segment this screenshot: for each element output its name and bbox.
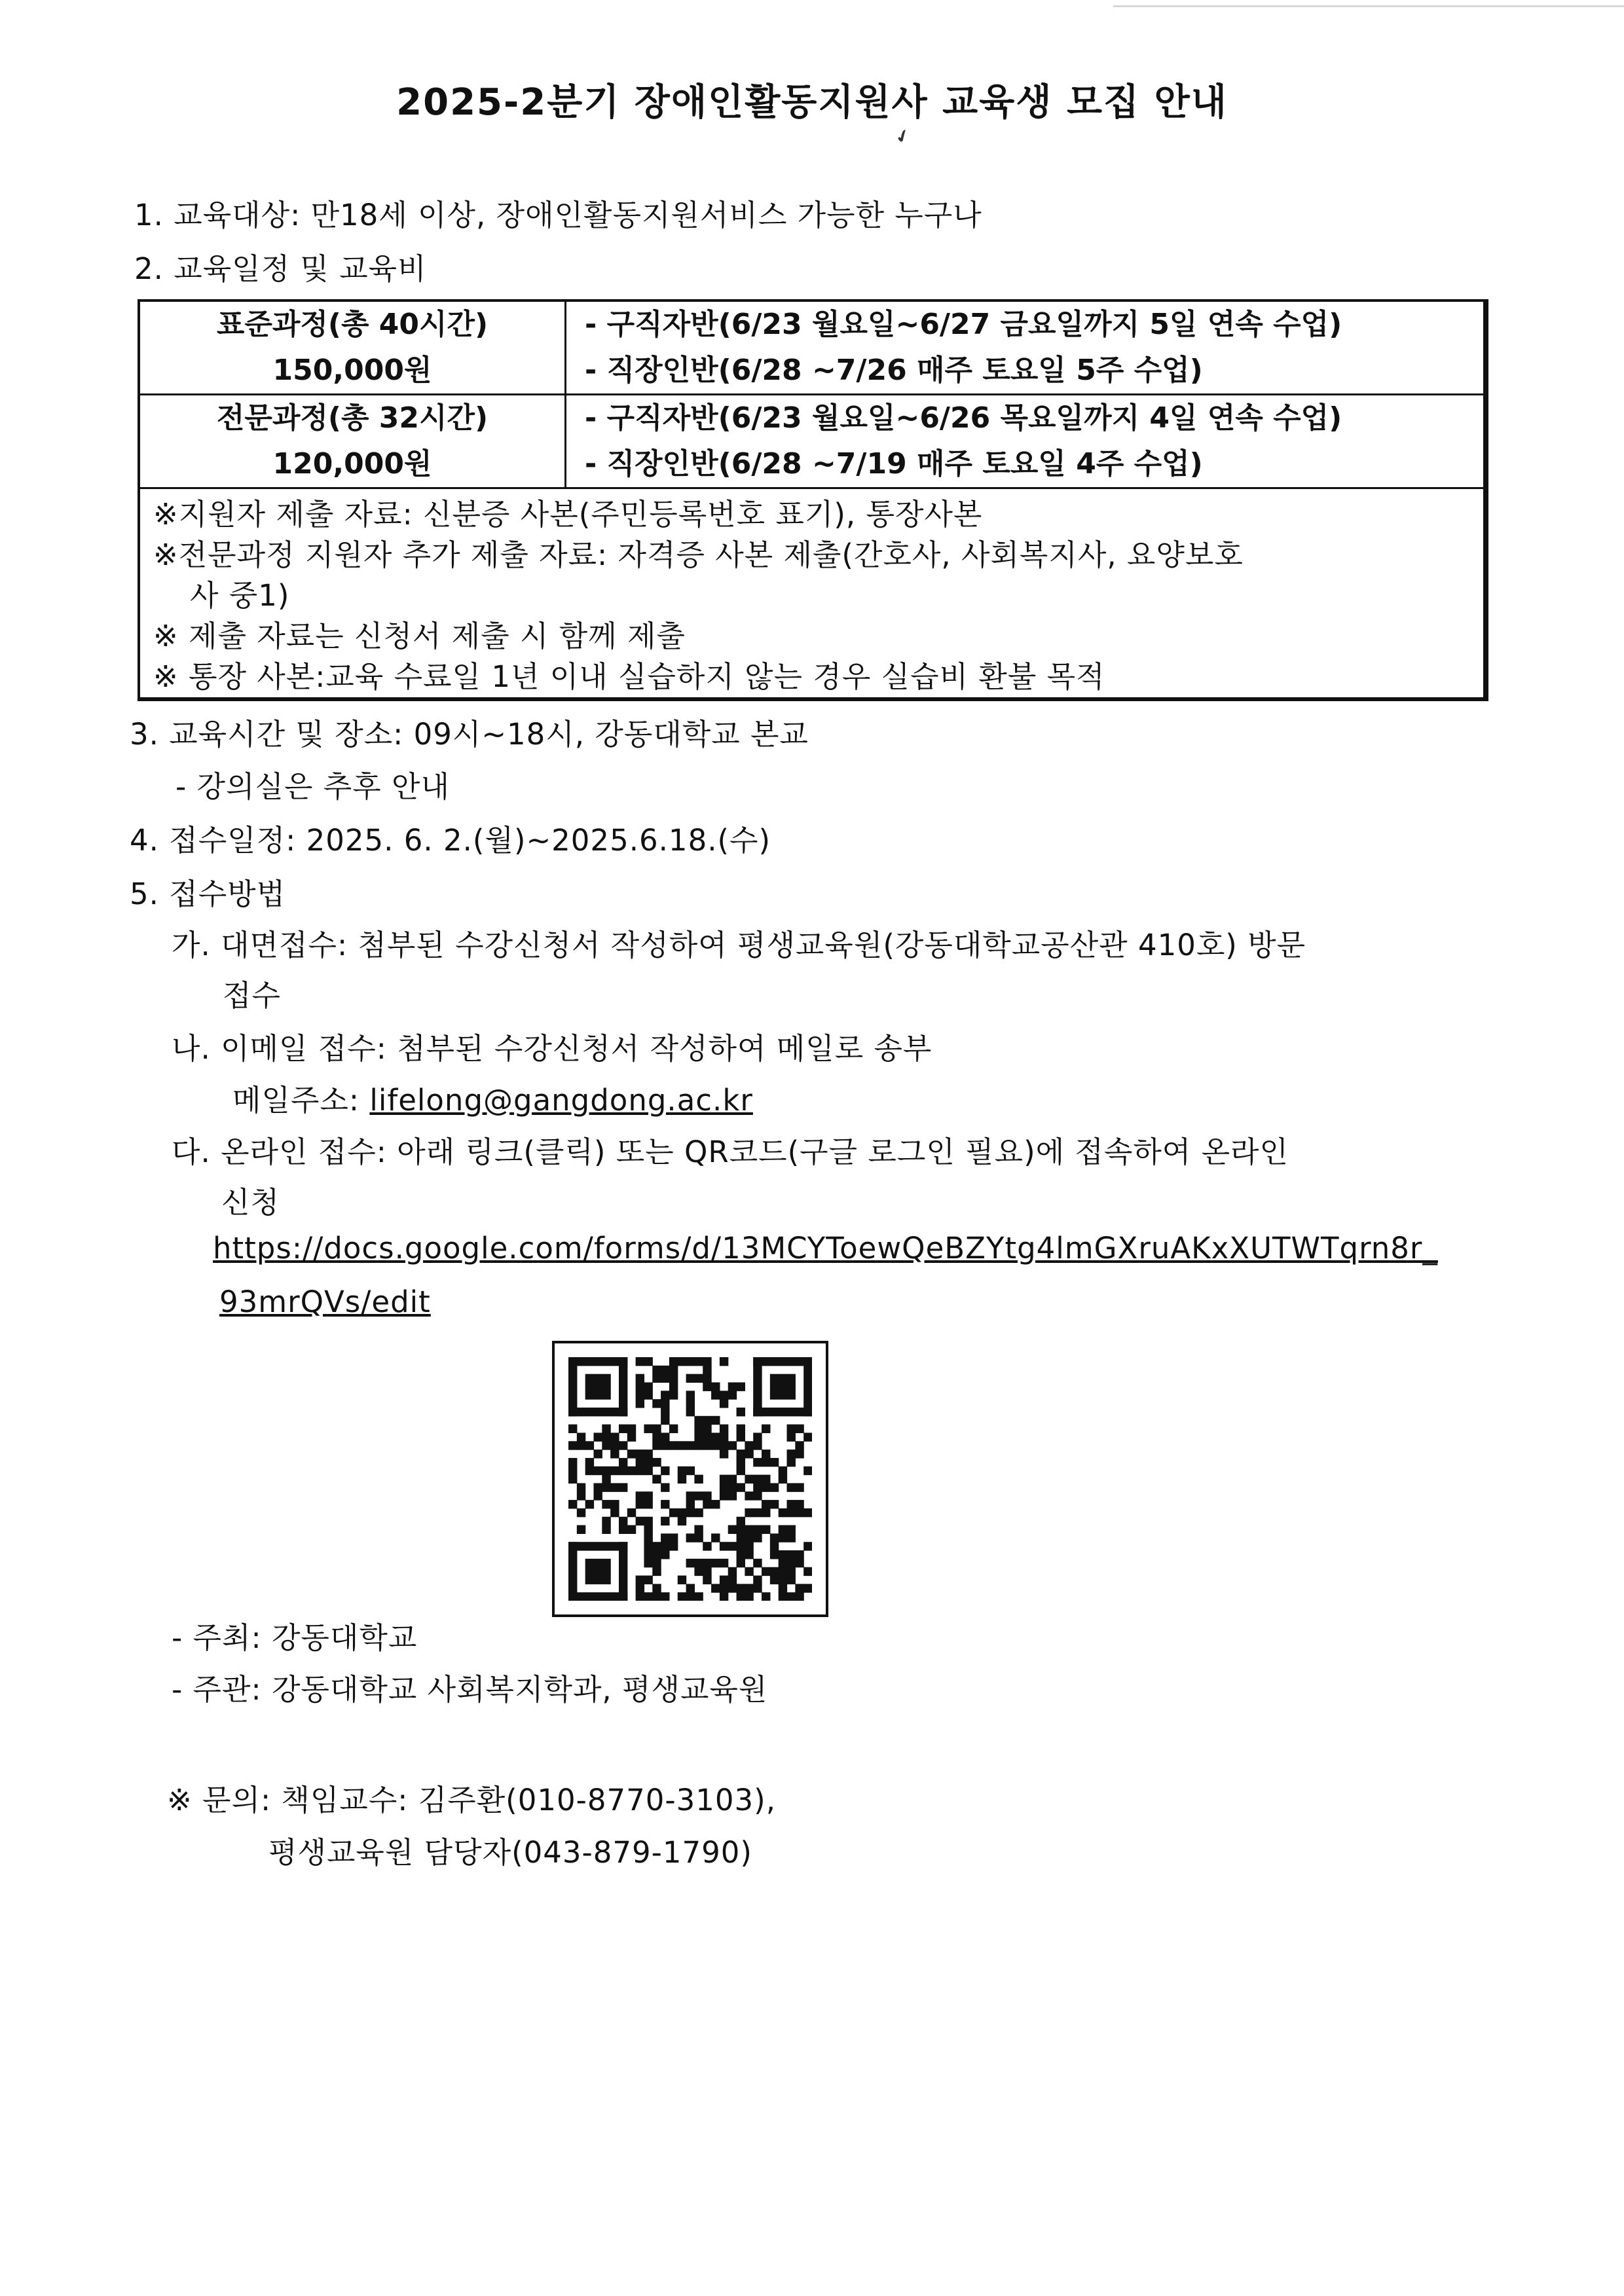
course-name: 전문과정(총 32시간) xyxy=(216,401,489,435)
item-5-method-heading: 5. 접수방법 xyxy=(130,877,286,911)
course-standard xyxy=(139,301,566,395)
schedule-line: - 직장인반(6/28 ~7/26 매주 토요일 5주 수업) xyxy=(585,354,1203,387)
contact-line-office: 평생교육원 담당자(043-879-1790) xyxy=(268,1835,752,1870)
qr-code-graphic xyxy=(568,1357,812,1601)
qr-code-icon[interactable] xyxy=(552,1341,828,1617)
schedule-line: - 구직자반(6/23 월요일~6/26 목요일까지 4일 연속 수업) xyxy=(585,401,1342,435)
note-line: ※ 통장 사본:교육 수료일 1년 이내 실습하지 않는 경우 실습비 환불 목적 xyxy=(153,659,1105,694)
note-line: ※전문과정 지원자 추가 제출 자료: 자격증 사본 제출(간호사, 사회복지사, 요양보호 xyxy=(153,538,1244,572)
item-1-target: 1. 교육대상: 만18세 이상, 장애인활동지원서비스 가능한 누구나 xyxy=(134,198,982,232)
method-online: 다. 온라인 접수: 아래 링크(클릭) 또는 QR코드(구글 로그인 필요)에 접속하여 온라인 xyxy=(172,1135,1289,1169)
ink-mark: ✔ xyxy=(892,124,914,149)
form-url-link-cont[interactable]: 93mrQVs/edit xyxy=(219,1285,431,1319)
form-url-link[interactable]: https://docs.google.com/forms/d/13MCYToewQeBZYtg4lmGXruAKxXUTWTqrn8r_ xyxy=(213,1231,1438,1266)
email-address-line xyxy=(232,1076,753,1119)
submission-notes xyxy=(139,488,1486,700)
method-online-cont: 신청 xyxy=(221,1185,280,1220)
schedule-standard xyxy=(566,301,1486,395)
page-title: 2025-2분기 장애인활동지원사 교육생 모집 안내 xyxy=(396,81,1228,124)
method-in-person-cont: 접수 xyxy=(223,978,281,1013)
note-line: ※ 제출 자료는 신청서 제출 시 함께 제출 xyxy=(153,619,686,653)
schedule-professional xyxy=(566,395,1486,488)
schedule-line: - 직장인반(6/28 ~7/19 매주 토요일 4주 수업) xyxy=(585,447,1203,481)
item-3-classroom-note: - 강의실은 추후 안내 xyxy=(175,769,450,804)
email-link[interactable]: lifelong@gangdong.ac.kr xyxy=(369,1083,753,1118)
note-line: 사 중1) xyxy=(190,578,290,613)
item-3-time-place: 3. 교육시간 및 장소: 09시~18시, 강동대학교 본교 xyxy=(130,717,809,752)
schedule-table xyxy=(138,299,1488,701)
course-name: 표준과정(총 40시간) xyxy=(216,308,489,341)
course-professional xyxy=(139,395,566,488)
item-4-period: 4. 접수일정: 2025. 6. 2.(월)~2025.6.18.(수) xyxy=(130,823,771,858)
course-fee: 150,000원 xyxy=(272,354,432,387)
scan-edge xyxy=(1113,5,1624,7)
host-line: - 주최: 강동대학교 xyxy=(172,1620,418,1655)
item-2-schedule-heading: 2. 교육일정 및 교육비 xyxy=(134,251,427,286)
course-fee: 120,000원 xyxy=(272,447,432,481)
method-email: 나. 이메일 접수: 첨부된 수강신청서 작성하여 메일로 송부 xyxy=(172,1031,932,1066)
contact-line-professor: ※ 문의: 책임교수: 김주환(010-8770-3103), xyxy=(167,1783,776,1817)
organizer-line: - 주관: 강동대학교 사회복지학과, 평생교육원 xyxy=(172,1672,768,1707)
note-line: ※지원자 제출 자료: 신분증 사본(주민등록번호 표기), 통장사본 xyxy=(153,497,983,532)
schedule-line: - 구직자반(6/23 월요일~6/27 금요일까지 5일 연속 수업) xyxy=(585,308,1342,341)
email-label: 메일주소: xyxy=(232,1083,370,1118)
method-in-person: 가. 대면접수: 첨부된 수강신청서 작성하여 평생교육원(강동대학교공산관 410호) 방문 xyxy=(172,928,1306,962)
